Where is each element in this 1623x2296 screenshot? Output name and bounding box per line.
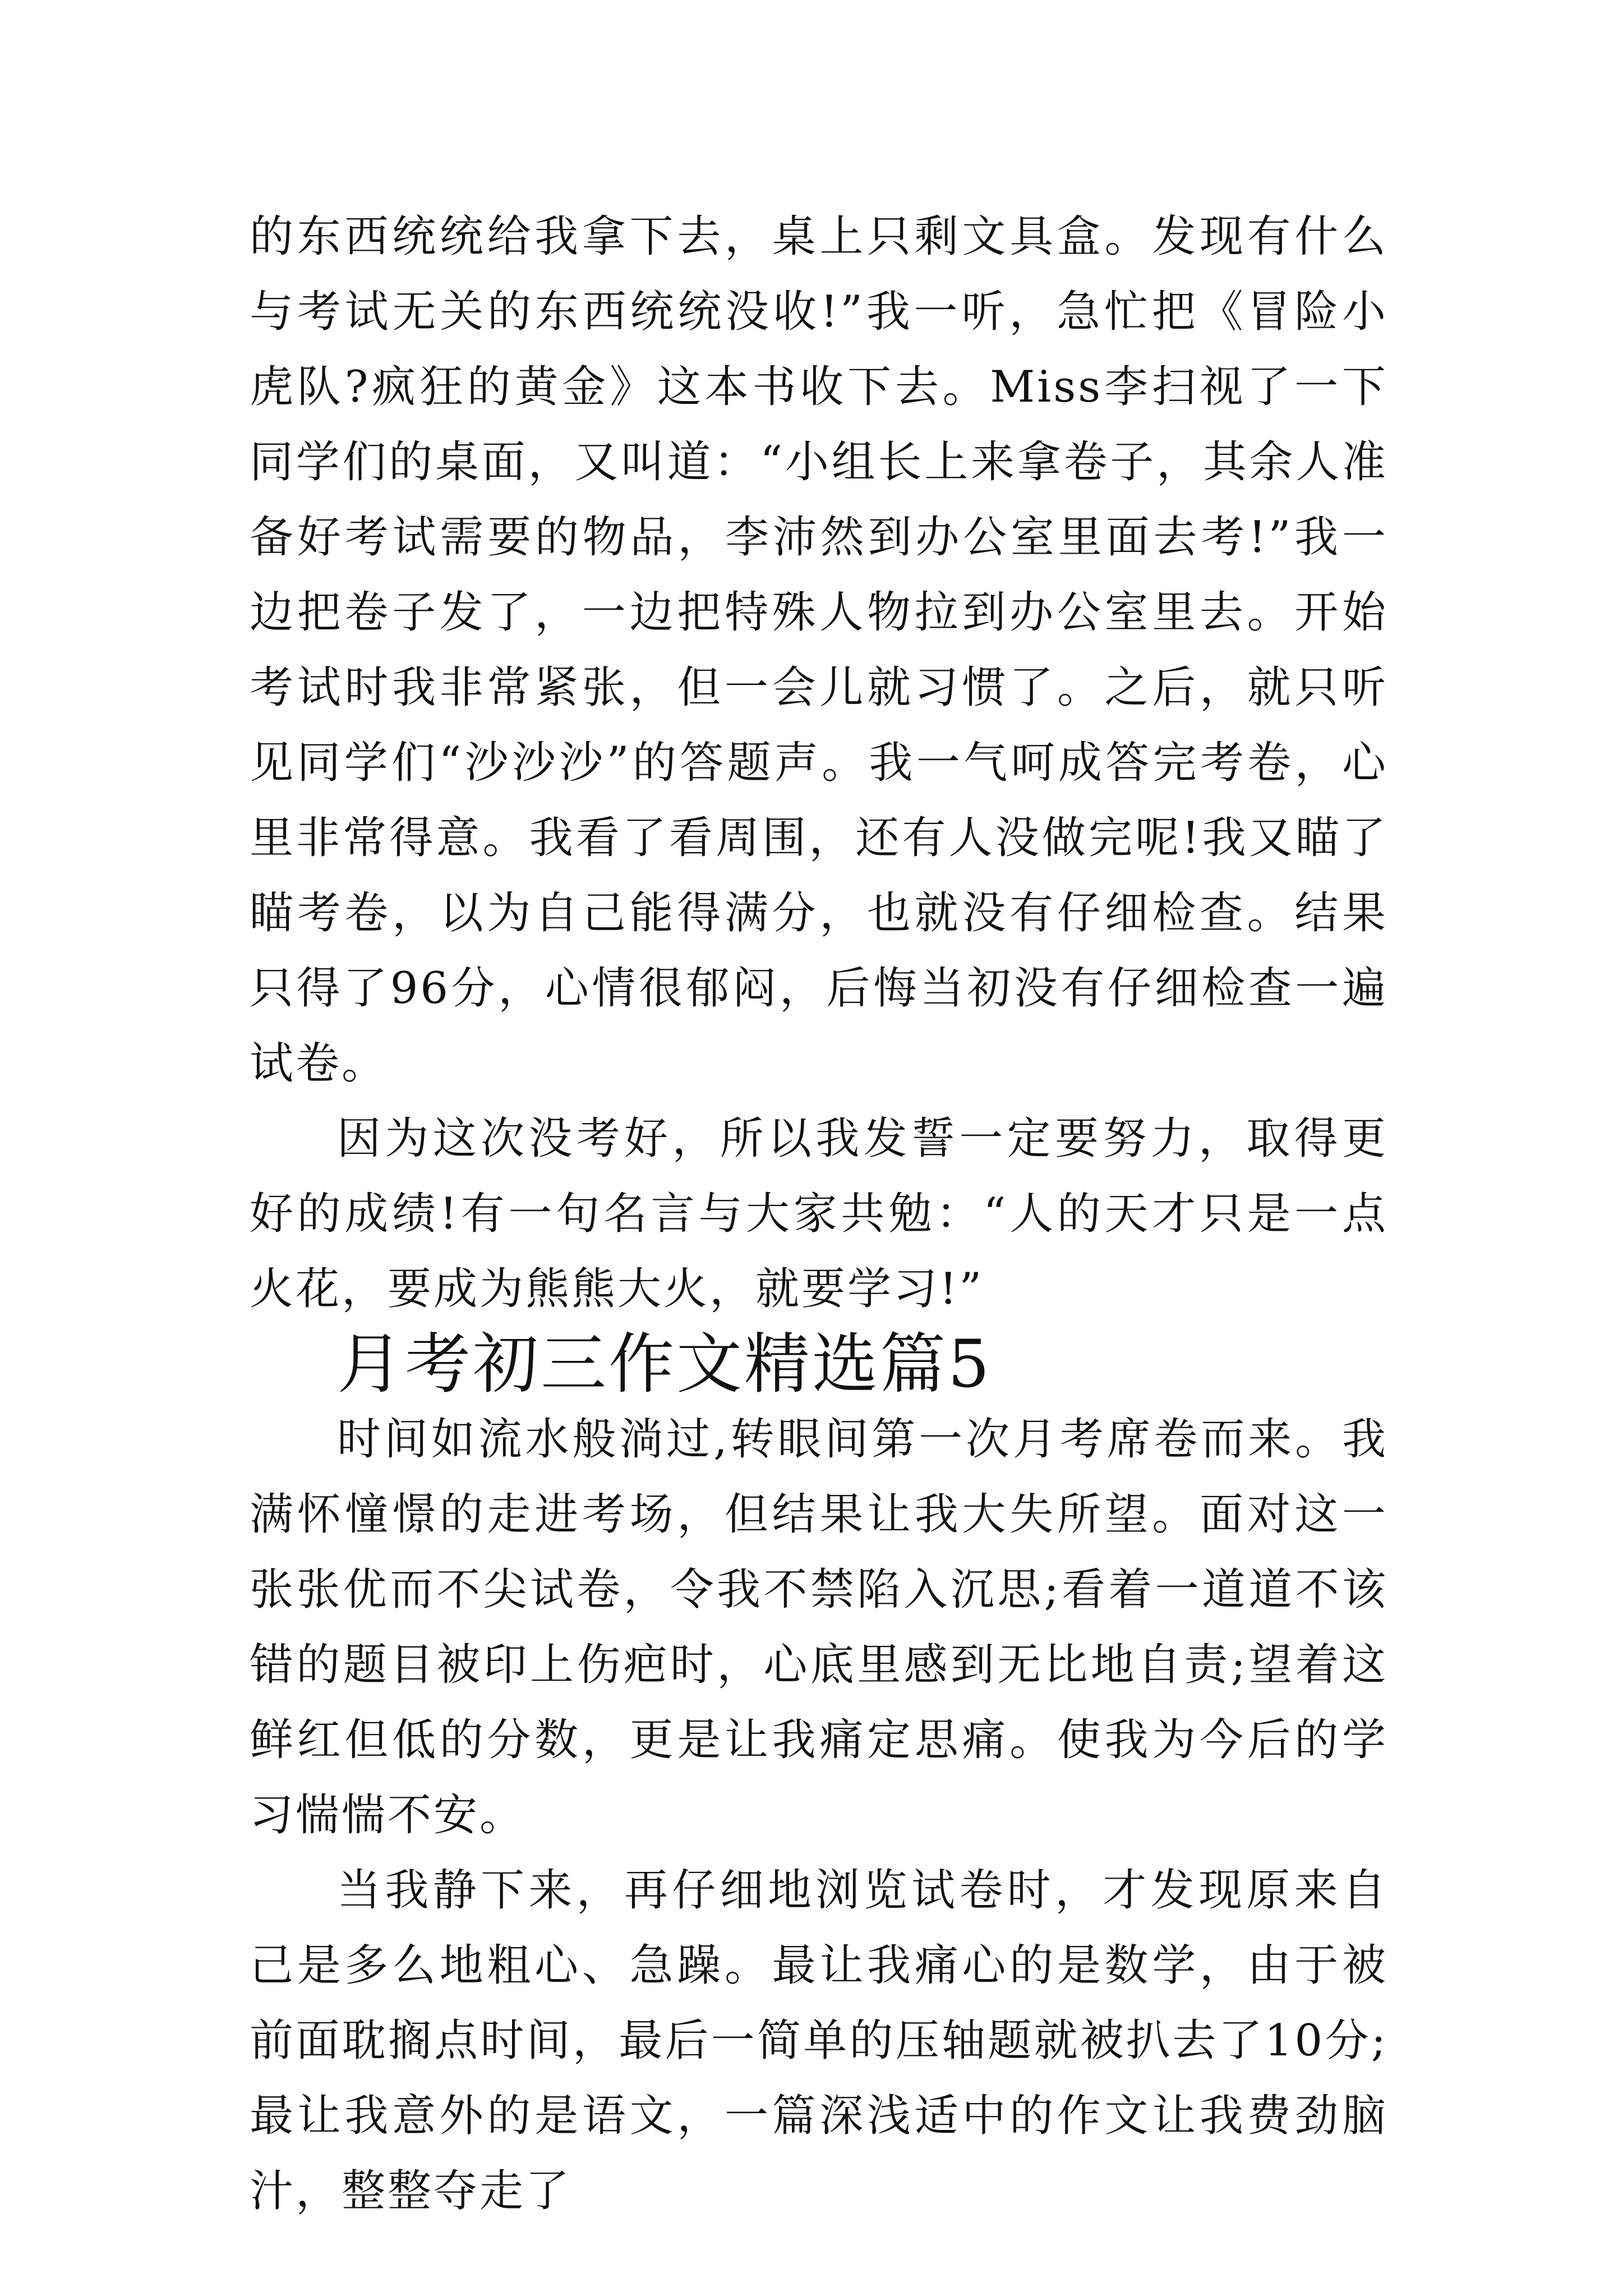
document-body bbox=[250, 199, 1388, 2229]
section-title: 月考初三作文精选篇5 bbox=[337, 1326, 992, 1402]
paragraph-3: 时间如流水般淌过,转眼间第一次月考席卷而来。我满怀憧憬的走进考场，但结果让我大失所望。面对这一张张优而不尖试卷，令我不禁陷入沉思;看着一道道不该错的题目被印上伤疤时，心底里感到无比地自责;望着这鲜红但低的分数，更是让我痛定思痛。使我为今后的学习惴惴不安。 bbox=[250, 1414, 1388, 1841]
paragraph-4: 当我静下来，再仔细地浏览试卷时，才发现原来自己是多么地粗心、急躁。最让我痛心的是数学，由于被前面耽搁点时间，最后一简单的压轴题就被扒去了10分;最让我意外的是语文，一篇深浅适中的作文让我费劲脑汁，整整夺走了 bbox=[250, 1865, 1388, 2216]
paragraph-1: 的东西统统给我拿下去，桌上只剩文具盒。发现有什么与考试无关的东西统统没收!”我一听，急忙把《冒险小虎队?疯狂的黄金》这本书收下去。Miss李扫视了一下同学们的桌面，又叫道：“小组长上来拿卷子，其余人准备好考试需要的物品，李沛然到办公室里面去考!”我一边把卷子发了，一边把特殊人物拉到办公室里去。开始考试时我非常紧张，但一会儿就习惯了。之后，就只听见同学们“沙沙沙”的答题声。我一气呵成答完考卷，心里非常得意。我看了看周围，还有人没做完呢!我又瞄了瞄考卷，以为自己能得满分，也就没有仔细检查。结果只得了96分，心情很郁闷，后悔当初没有仔细检查一遍试卷。 bbox=[250, 211, 1388, 1089]
paragraph-2: 因为这次没考好，所以我发誓一定要努力，取得更好的成绩!有一句名言与大家共勉：“人的天才只是一点火花，要成为熊熊大火，就要学习!” bbox=[250, 1114, 1388, 1314]
